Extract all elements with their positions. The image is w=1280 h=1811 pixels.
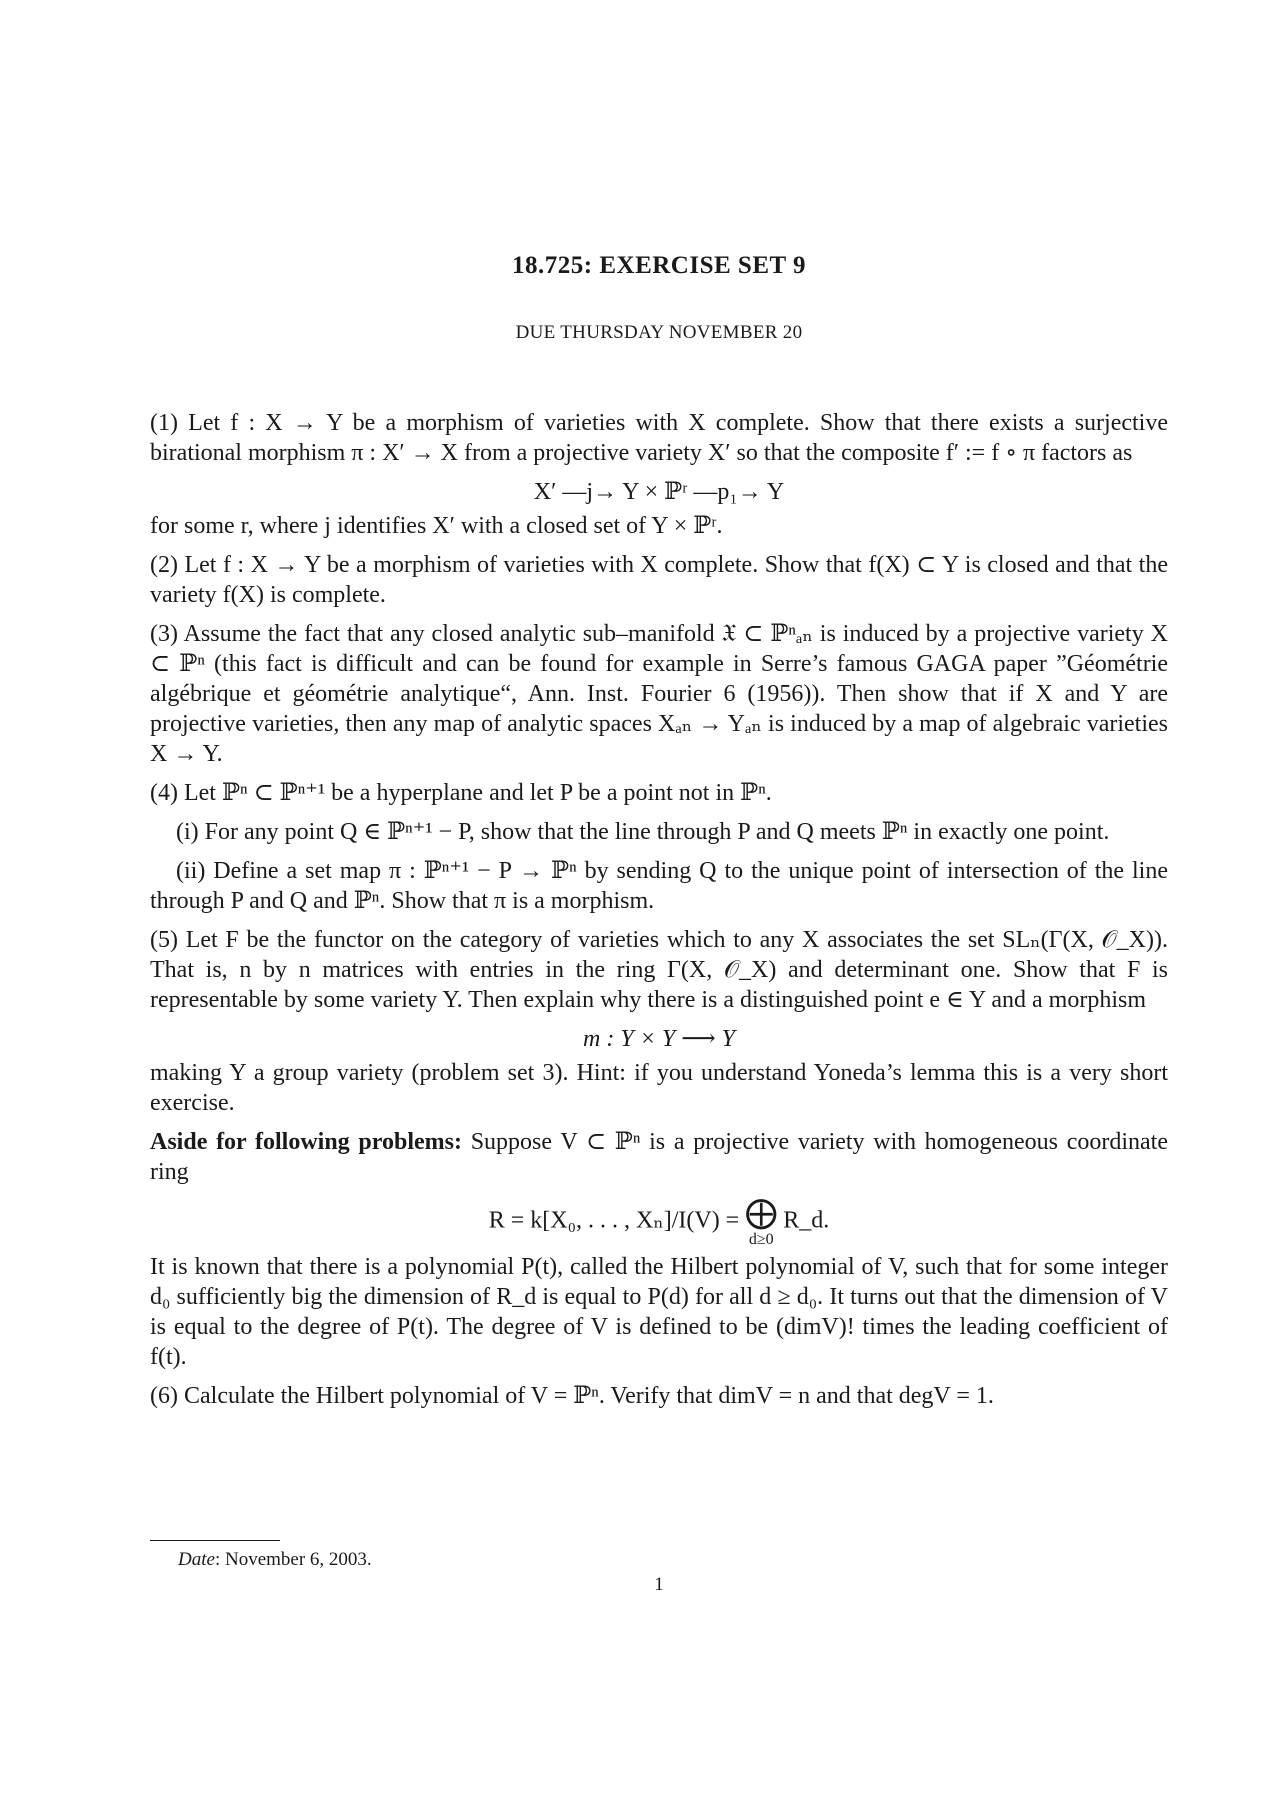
problem-list	[150, 408, 1168, 1420]
problem-3: (3) Assume the fact that any closed analytic sub–manifold 𝔛 ⊂ ℙⁿₐₙ is induced by a projective variety X ⊂ ℙⁿ (this fact is difficult and can be found for example in Serre’s famous GAGA paper ”Géométrie algébrique et géométrie analytique“, Ann. Inst. Fourier 6 (1956)). Then show that if X and Y are projective varieties, then any map of analytic spaces Xₐₙ → Yₐₙ is induced by a map of algebraic varieties X → Y.	[150, 621, 1168, 767]
aside-display	[150, 1196, 1168, 1248]
problem-5-display: m : Y × Y ⟶ Y	[583, 1026, 735, 1052]
problem-2: (2) Let f : X → Y be a morphism of varieties with X complete. Show that f(X) ⊂ Y is closed and that the variety f(X) is complete.	[150, 552, 1168, 608]
direct-sum-symbol	[745, 1196, 777, 1248]
aside-display-right: R_d.	[783, 1207, 830, 1234]
problem-5-after: making Y a group variety (problem set 3). Hint: if you understand Yoneda’s lemma this is a very short exercise.	[150, 1060, 1168, 1116]
problem-6: (6) Calculate the Hilbert polynomial of V = ℙⁿ. Verify that dimV = n and that degV = 1.	[150, 1383, 994, 1409]
aside-after: It is known that there is a polynomial P(t), called the Hilbert polynomial of V, such that for some integer d₀ sufficiently big the dimension of R_d is equal to P(d) for all d ≥ d₀. It turns out that the dimension of V is equal to the degree of P(t). The degree of V is defined to be (dimV)! times the leading coefficient of f(t).	[150, 1254, 1168, 1370]
direct-sum-subscript: d≥0	[748, 1231, 774, 1248]
problem-1-text: (1) Let f : X → Y be a morphism of varieties with X complete. Show that there exists a surjective birational morphism π : X′ → X from a projective variety X′ so that the composite f′ := f ∘ π factors as	[150, 410, 1168, 466]
problem-5: (5) Let F be the functor on the category of varieties which to any X associates the set SLₙ(Γ(X, 𝒪_X)). That is, n by n matrices with entries in the ring Γ(X, 𝒪_X) and determinant one. Show that F is representable by some variety Y. Then explain why there is a distinguished point e ∈ Y and a morphism	[150, 927, 1168, 1013]
problem-1-display: X′ —j→ Y × ℙʳ —p₁→ Y	[533, 479, 785, 505]
problem-4-part-ii: (ii) Define a set map π : ℙⁿ⁺¹ − P → ℙⁿ by sending Q to the unique point of intersection of the line through P and Q and ℙⁿ. Show that π is a morphism.	[150, 858, 1168, 914]
footnote-date-value: : November 6, 2003.	[214, 1549, 372, 1570]
page-title: 18.725: EXERCISE SET 9	[512, 252, 806, 279]
page-number: 1	[654, 1574, 664, 1595]
aside-heading: Aside for following problems:	[150, 1129, 462, 1155]
footnote-date-label: Date	[178, 1549, 215, 1570]
direct-sum-sign: ⨁	[745, 1194, 778, 1230]
due-date: DUE THURSDAY NOVEMBER 20	[515, 322, 803, 343]
problem-1-after: for some r, where j identifies X′ with a closed set of Y × ℙʳ.	[150, 513, 723, 539]
footnote-date	[178, 1549, 372, 1571]
problem-4: (4) Let ℙⁿ ⊂ ℙⁿ⁺¹ be a hyperplane and let P be a point not in ℙⁿ.	[150, 780, 772, 806]
aside-text: Suppose V ⊂ ℙⁿ is a projective variety with homogeneous coordinate ring	[150, 1129, 1168, 1185]
problem-1	[150, 408, 1168, 468]
aside	[150, 1127, 1168, 1187]
aside-display-left: R = k[X₀, . . . , Xₙ]/I(V) =	[488, 1207, 740, 1234]
document-page	[150, 0, 1168, 1811]
problem-4-part-i: (i) For any point Q ∈ ℙⁿ⁺¹ − P, show that the line through P and Q meets ℙⁿ in exactly one point.	[176, 819, 1110, 845]
footnote-rule	[150, 1540, 280, 1541]
